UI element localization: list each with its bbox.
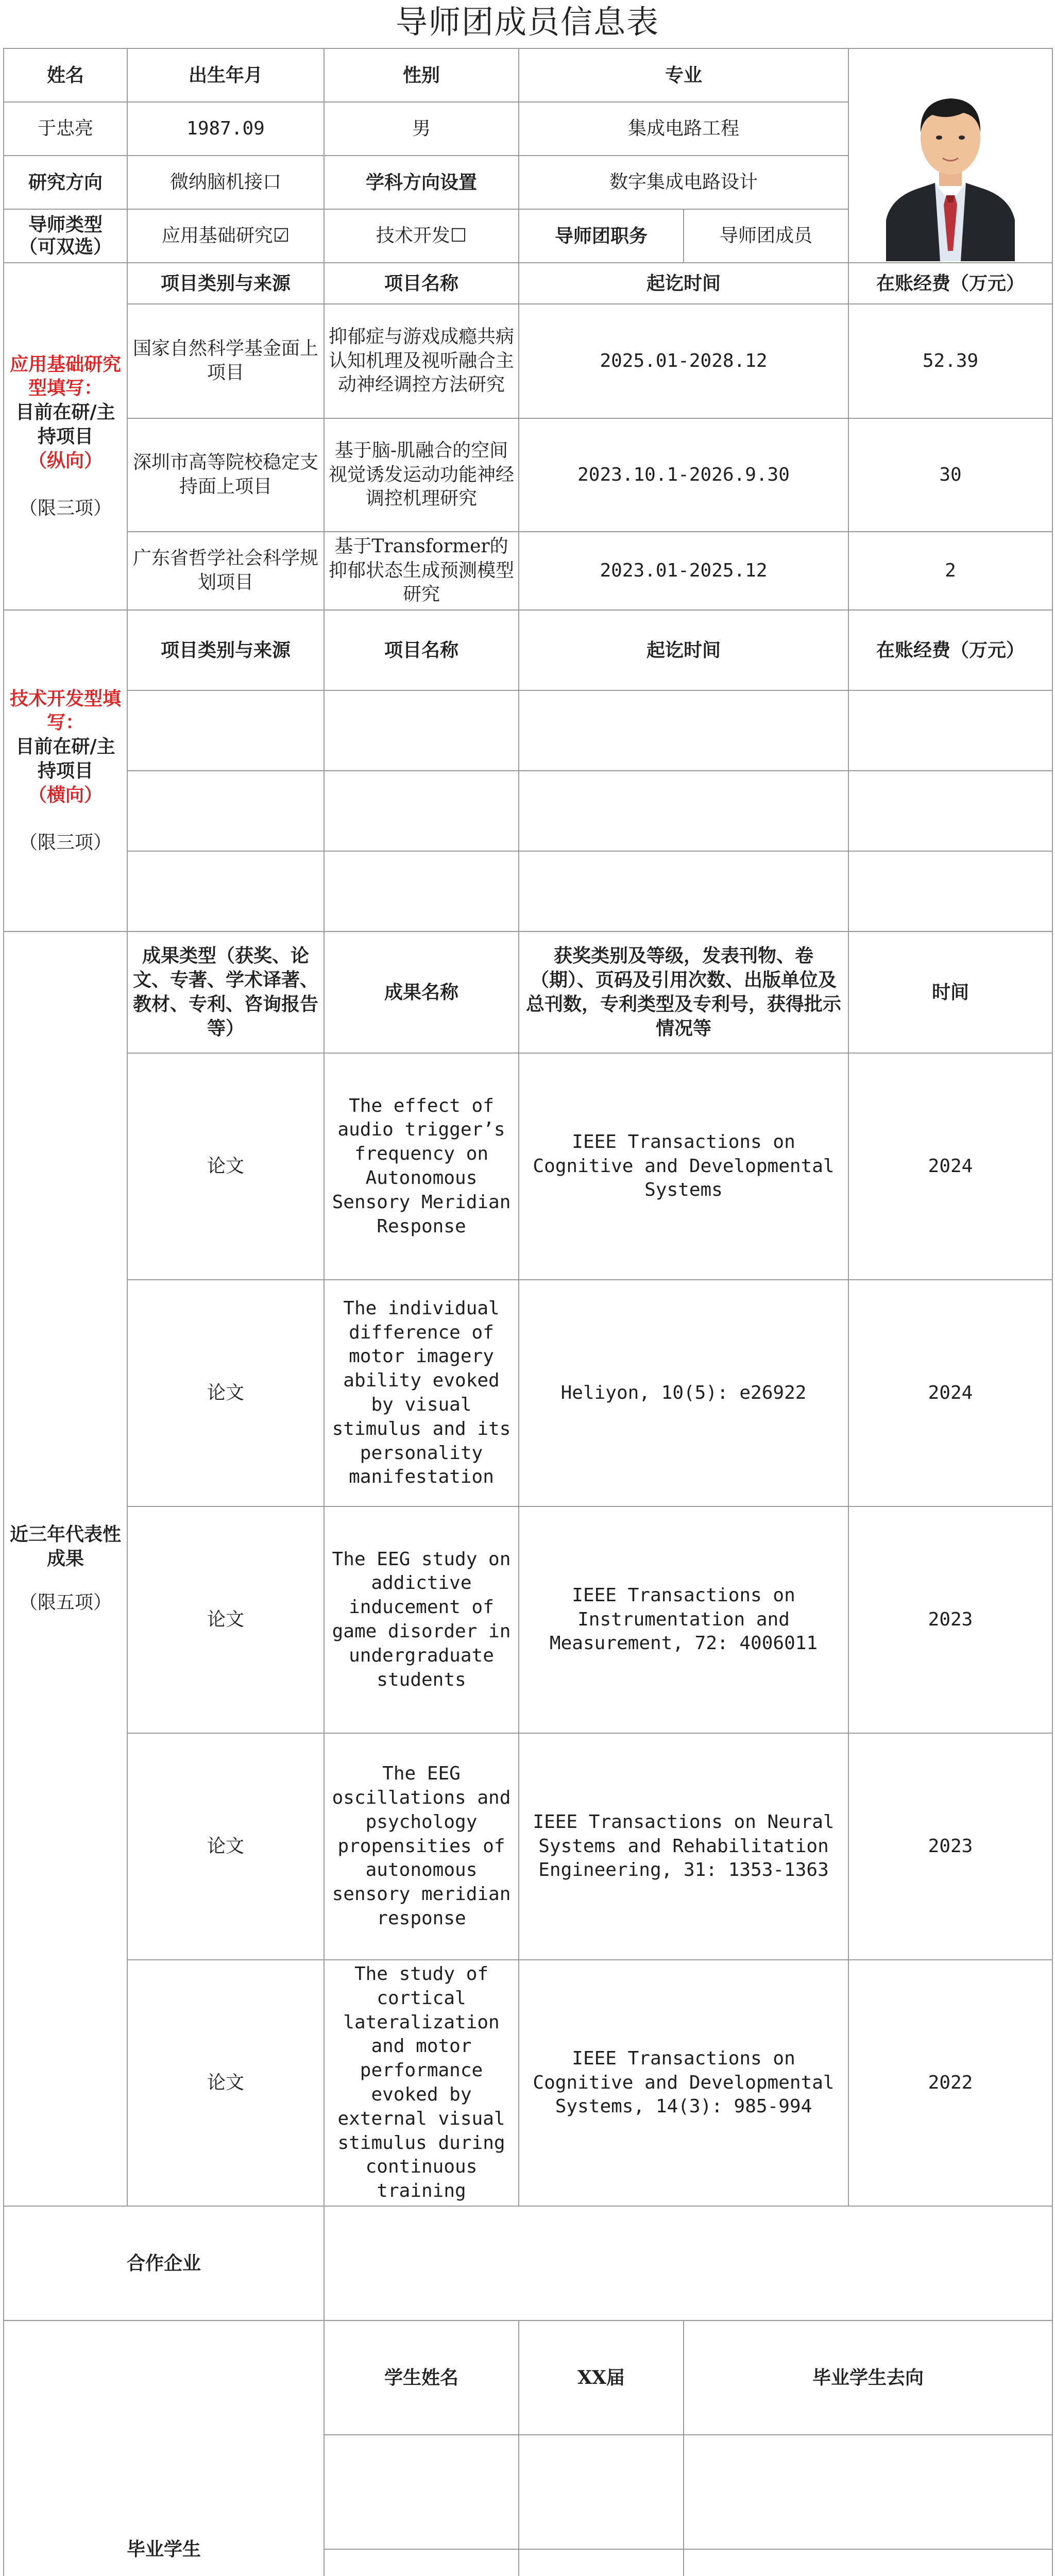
achievement-year: 2022 xyxy=(848,1960,1052,2206)
empty-cell xyxy=(519,771,848,851)
achievement-name: The effect of audio trigger’s frequency on Autonomous Sensory Meridian Response xyxy=(324,1053,519,1280)
tech-header-source: 项目类别与来源 xyxy=(127,610,324,690)
type-label xyxy=(4,209,127,263)
discipline-label: 学科方向设置 xyxy=(324,156,519,209)
empty-cell xyxy=(324,690,519,771)
gender-label: 性别 xyxy=(324,48,519,102)
empty-cell xyxy=(127,690,324,771)
basic-side-line-4: （限三项） xyxy=(19,497,112,519)
type-basic-checkbox[interactable]: 应用基础研究☑ xyxy=(127,209,324,263)
project-funds: 30 xyxy=(848,418,1052,532)
achievement-year: 2023 xyxy=(848,1733,1052,1960)
type-label-line-2: （可双选） xyxy=(19,236,112,258)
research-value: 微纳脑机接口 xyxy=(127,156,324,209)
achievements-header-year: 时间 xyxy=(848,931,1052,1053)
empty-cell xyxy=(519,851,848,931)
gender-value: 男 xyxy=(324,102,519,156)
graduates-header-class: XX届 xyxy=(519,2320,684,2435)
table-row xyxy=(4,690,1052,771)
project-funds: 2 xyxy=(848,532,1052,610)
tech-side-line-2: 目前在研/主持项目 xyxy=(15,736,115,782)
project-funds: 52.39 xyxy=(848,304,1052,418)
basic-header-source: 项目类别与来源 xyxy=(127,263,324,304)
table-row xyxy=(4,1280,1052,1506)
name-value: 于忠亮 xyxy=(4,102,127,156)
table-row xyxy=(4,304,1052,418)
empty-cell xyxy=(324,771,519,851)
project-source: 广东省哲学社会科学规划项目 xyxy=(127,532,324,610)
tech-header-period: 起讫时间 xyxy=(519,610,848,690)
project-name: 抑郁症与游戏成瘾共病认知机理及视听融合主动神经调控方法研究 xyxy=(324,304,519,418)
achievement-type: 论文 xyxy=(127,1506,324,1733)
table-row xyxy=(4,1506,1052,1733)
basic-row-1 xyxy=(4,48,1052,102)
table-row xyxy=(4,771,1052,851)
project-source: 深圳市高等院校稳定支持面上项目 xyxy=(127,418,324,532)
discipline-value: 数字集成电路设计 xyxy=(519,156,848,209)
achievement-detail: IEEE Transactions on Cognitive and Developmental Systems xyxy=(519,1053,848,1280)
empty-cell xyxy=(848,690,1052,771)
empty-cell xyxy=(848,771,1052,851)
achievements-side-line-1: 近三年代表性成果 xyxy=(9,1523,121,1569)
empty-cell xyxy=(127,771,324,851)
project-period: 2023.01-2025.12 xyxy=(519,532,848,610)
empty-cell xyxy=(324,2549,519,2576)
basic-header-funds: 在账经费（万元） xyxy=(848,263,1052,304)
major-value: 集成电路工程 xyxy=(519,102,848,156)
achievement-name: The individual difference of motor imagery ability evoked by visual stimulus and its personality manifestation xyxy=(324,1280,519,1506)
empty-cell xyxy=(519,690,848,771)
achievement-name: The EEG oscillations and psychology propensities of autonomous sensory meridian response xyxy=(324,1733,519,1960)
tech-header-name: 项目名称 xyxy=(324,610,519,690)
empty-cell xyxy=(684,2549,1052,2576)
tech-header-funds: 在账经费（万元） xyxy=(848,610,1052,690)
table-row xyxy=(4,851,1052,931)
achievements-side-label xyxy=(4,931,127,2206)
basic-header-name: 项目名称 xyxy=(324,263,519,304)
empty-cell xyxy=(519,2549,684,2576)
info-form-table xyxy=(3,48,1053,2576)
tech-side-line-3: （横向） xyxy=(28,784,103,806)
achievement-detail: IEEE Transactions on Neural Systems and Rehabilitation Engineering, 31: 1353-1363 xyxy=(519,1733,848,1960)
achievement-name: The EEG study on addictive inducement of game disorder in undergraduate students xyxy=(324,1506,519,1733)
graduates-header-destination: 毕业学生去向 xyxy=(684,2320,1052,2435)
page-title: 导师团成员信息表 xyxy=(395,3,659,41)
role-label: 导师团职务 xyxy=(519,209,684,263)
table-row xyxy=(4,418,1052,532)
partner-label: 合作企业 xyxy=(4,2206,324,2320)
role-value: 导师团成员 xyxy=(684,209,848,263)
tech-side-line-4: （限三项） xyxy=(19,832,112,853)
partner-value[interactable] xyxy=(324,2206,1052,2320)
birth-value: 1987.09 xyxy=(127,102,324,156)
table-row xyxy=(4,1053,1052,1280)
empty-cell xyxy=(684,2435,1052,2549)
achievement-detail: Heliyon, 10(5): e26922 xyxy=(519,1280,848,1506)
table-row xyxy=(4,1960,1052,2206)
photo-cell xyxy=(848,48,1052,263)
empty-cell xyxy=(127,851,324,931)
type-label-line-1: 导师类型 xyxy=(28,213,103,235)
achievement-name: The study of cortical lateralization and motor performance evoked by external visual stimulus during continuous training xyxy=(324,1960,519,2206)
achievements-side-line-2: （限五项） xyxy=(19,1592,112,1614)
birth-label: 出生年月 xyxy=(127,48,324,102)
name-label: 姓名 xyxy=(4,48,127,102)
table-row xyxy=(4,532,1052,610)
basic-projects-header xyxy=(4,263,1052,304)
project-period: 2023.10.1-2026.9.30 xyxy=(519,418,848,532)
achievement-type: 论文 xyxy=(127,1053,324,1280)
project-name: 基于脑-肌融合的空间视觉诱发运动功能神经调控机理研究 xyxy=(324,418,519,532)
portrait-photo xyxy=(871,50,1030,261)
graduates-label: 毕业学生 xyxy=(4,2320,324,2576)
major-label: 专业 xyxy=(519,48,848,102)
research-label: 研究方向 xyxy=(4,156,127,209)
achievement-year: 2024 xyxy=(848,1053,1052,1280)
achievements-header xyxy=(4,931,1052,1053)
basic-side-line-3: （纵向） xyxy=(28,449,103,471)
basic-projects-side-label xyxy=(4,263,127,610)
graduates-header-name: 学生姓名 xyxy=(324,2320,519,2435)
basic-side-line-1: 应用基础研究型填写： xyxy=(9,353,121,399)
achievement-type: 论文 xyxy=(127,1960,324,2206)
achievement-year: 2024 xyxy=(848,1280,1052,1506)
basic-header-period: 起讫时间 xyxy=(519,263,848,304)
empty-cell xyxy=(324,2435,519,2549)
table-row xyxy=(4,1733,1052,1960)
achievement-type: 论文 xyxy=(127,1280,324,1506)
empty-cell xyxy=(848,851,1052,931)
achievement-year: 2023 xyxy=(848,1506,1052,1733)
tech-projects-header xyxy=(4,610,1052,690)
achievement-type: 论文 xyxy=(127,1733,324,1960)
graduates-header xyxy=(4,2320,1052,2435)
project-source: 国家自然科学基金面上项目 xyxy=(127,304,324,418)
achievement-detail: IEEE Transactions on Cognitive and Developmental Systems, 14(3): 985-994 xyxy=(519,1960,848,2206)
type-tech-checkbox[interactable]: 技术开发☐ xyxy=(324,209,519,263)
tech-projects-side-label xyxy=(4,610,127,931)
achievements-header-type: 成果类型（获奖、论文、专著、学术译著、教材、专利、咨询报告等） xyxy=(127,931,324,1053)
partner-row xyxy=(4,2206,1052,2320)
empty-cell xyxy=(324,851,519,931)
tech-side-line-1: 技术开发型填写： xyxy=(9,687,121,734)
project-name: 基于Transformer的抑郁状态生成预测模型研究 xyxy=(324,532,519,610)
achievement-detail: IEEE Transactions on Instrumentation and Measurement, 72: 4006011 xyxy=(519,1506,848,1733)
achievements-header-detail: 获奖类别及等级，发表刊物、卷（期）、页码及引用次数、出版单位及总刊数，专利类型及专利号，获得批示情况等 xyxy=(519,931,848,1053)
basic-side-line-2: 目前在研/主持项目 xyxy=(15,401,115,447)
achievements-header-name: 成果名称 xyxy=(324,931,519,1053)
empty-cell xyxy=(519,2435,684,2549)
project-period: 2025.01-2028.12 xyxy=(519,304,848,418)
